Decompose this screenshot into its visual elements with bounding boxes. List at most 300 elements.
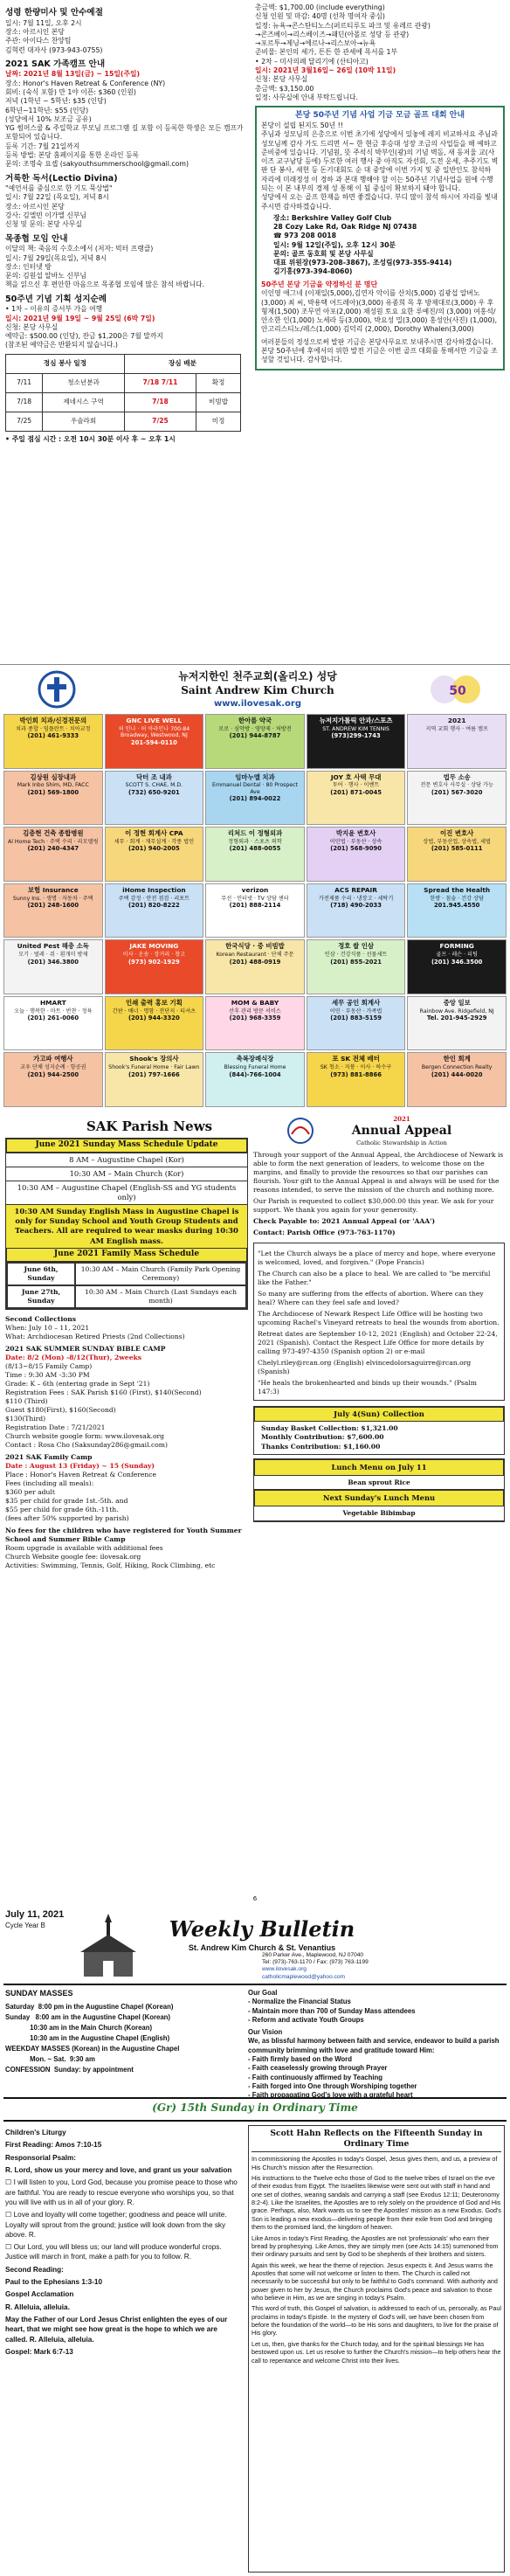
liturgy-line: Responsorial Psalm: [5,2153,76,2162]
sponsor-ad[interactable] [307,827,406,882]
golf-fundraiser-notice [255,106,505,370]
announcement-line: 책을 읽으신 후 편안한 마음으로 목종협 모임에 많은 참석 바랍니다. [5,280,205,289]
lunch-menu-box [253,1458,505,1523]
sponsor-ad[interactable] [307,771,406,826]
sponsor-ad[interactable] [3,939,103,994]
ad-title: 보험 Insurance [27,885,79,894]
ad-phone: (201) 488-0919 [229,958,281,966]
announcement-line: 예약금: $500.00 (인당), 잔금 $1,200은 7월 말까지 [5,332,163,341]
ad-phone: (201) 444-0020 [431,1070,483,1078]
ads-header-english: Saint Andrew Kim Church [181,683,334,696]
ads-header-url[interactable]: www.ilovesak.org [213,698,301,709]
sponsor-ad[interactable] [205,771,305,826]
ad-title: 임마누엘 치과 [235,772,275,781]
announcement-line: 주관: 아이다스 찬양팀 [5,37,72,45]
schedule-cell: 비빔밥 [196,392,241,412]
announcement-line: 회비: (숙식 포함) 만 1야 이픈: $360 (인원) [5,88,136,96]
ad-title: FORMING [439,942,474,951]
ad-phone: (201) 461-9333 [27,732,79,740]
ad-phone: (201) 944-3320 [128,1014,180,1022]
parish-website[interactable]: www.ilovesak.org [262,1966,307,1973]
goal-vision-block [248,1989,505,2100]
schedule-title: 정심 봉사 일정 [6,354,125,373]
ad-title: 2021 [447,717,466,724]
weekly-bulletin-header [0,1907,510,1982]
golf-notice-body [261,121,499,211]
ad-title: 인쇄 출력 홍보 기획 [125,998,183,1007]
liturgy-line: First Reading: Amos 7:10-15 [5,2141,102,2150]
ad-title: 이 정현 회계사 CPA [125,829,183,838]
mass-time-line: 10:30 am in the Augustine Chapel (English) [5,2034,170,2043]
schedule-cell: 우술라회 [43,412,125,431]
lunch-menu-title: Lunch Menu on July 11 [254,1459,504,1476]
parish-announcement-line: Grade: K – 6th (entering grade in Sept '21) [5,1379,150,1388]
appeal-title: Annual Appeal [351,1124,452,1139]
ads-header [0,667,510,712]
bulletin-title: Weekly Bulletin [169,1916,355,1942]
ad-description: 상법, 부동산업, 상속법, 세법 [423,839,491,846]
ad-title: 한아름 약국 [238,717,272,724]
parish-announcement-line: What: Archdiocesan Retired Priests (2nd Collections) [5,1332,185,1340]
ad-phone: (201) 940-2005 [128,845,180,853]
ad-description: 이민법 · 부동산 · 상속 [329,839,382,846]
liturgy-line: Paul to the Ephesians 1:3-10 [5,2278,103,2287]
ad-title: JOY 호 사택 무대 [330,772,382,781]
mass-schedule-box [5,1138,248,1310]
announcement-line: 장소: 인터넷 방 [5,262,52,271]
parish-announcement-line: Church website google form: www.ilovesak.org [5,1431,165,1440]
parish-announcement-line: Church Website google fee: ilovesak.org [5,1552,141,1561]
lunch-menu-today: Bean sprout Rice [254,1476,504,1491]
parish-news-section [0,1111,510,1903]
anniversary-logo-icon [423,668,493,710]
page-number: 6 [252,1894,258,1902]
ad-description: 치과 종합 · 임플란트 · 치아교정 [16,725,91,732]
parish-announcement-line: Activities: Swimming, Tennis, Golf, Hiking, Rock Climbing, etc [5,1561,216,1569]
ad-title: 축복장례식장 [236,1055,274,1063]
pilgrimage-line: 준비물: 본인의 세가, 튼튼 한 관세에 목서를 1부 [255,48,397,57]
announcement-line: 일시: 7월 11일, 오후 2시 [5,18,82,27]
liturgy-line: May the Father of our Lord Jesus Christ enlighten the eyes of our heart, that we might see how great is the hope to which we are called. R. Alleluia, alleluia. [5,2316,228,2344]
ad-phone: 201-594-0110 [130,738,177,746]
respect-life-box [253,1243,505,1401]
ad-title: 한인 회계 [443,1055,471,1063]
announcement-line: "예언서를 중심으로 한 기도 묵상법" [5,184,113,193]
parish-news-right [253,1115,505,1898]
parish-announcement-line: Date : August 13 (Friday) ~ 15 (Sunday) [5,1461,155,1470]
notice-paragraph: 본당이 설립 된지도 50년 !! [261,121,343,129]
mass-time-line: Saturday 8:00 pm in the Augustine Chapel (Korean) [5,2002,174,2011]
sponsor-ad[interactable] [105,771,204,826]
vision-line: - Faith firmly based on the Word [248,2054,352,2063]
reflection-paragraph: In commissioning the Apostles in today's Gospel, Jesus gives them, and us, a preview of His Church's mission after the Resurrection. [252,2155,498,2171]
ad-description: SCOTT S. CHAE, M.D. [125,782,183,789]
parish-announcement-line: Contact : Rosa Cho (Saksunday286@gmail.com) [5,1440,168,1449]
scott-hahn-reflection [248,2125,505,2573]
collection-box [253,1406,505,1454]
announcement-line: 일시: 7월 29일(목요일), 저녁 8시 [5,253,107,262]
ad-phone: 201.945.4550 [433,902,480,910]
ad-description: 이사 · 운송 · 장거리 · 창고 [122,952,186,959]
sponsor-ad[interactable] [105,883,204,938]
schedule-cell: 제네시스 구역 [43,392,125,412]
bulletin-date: July 11, 2021 [5,1909,65,1920]
ad-phone: (201) 968-3359 [229,1014,281,1022]
ad-phone: (201) 567-3020 [431,788,483,796]
bulletin-cycle: Cycle Year B [5,1921,45,1929]
lunch-menu-next: Vegetable Bibimbap [254,1506,504,1521]
parish-announcement-line: $130(Third) [5,1414,46,1423]
ad-description: Emmanuel Dental · 80 Prospect Ave [212,782,298,795]
liturgy-line: R. Lord, show us your mercy and love, and grant us your salvation [5,2165,232,2174]
collection-line: Monthly Contribution: $7,600.00 [261,1433,384,1442]
announcement-line: 등록 방법: 본당 홈페이지를 통한 온라인 등록 [5,150,140,159]
ad-description: 모기 · 벌레 · 쥐 · 흰개미 방제 [18,952,88,959]
mass-schedule-line: 10:30 AM – Augustine Chapel (English-SS and YG students only) [6,1181,247,1204]
sponsor-ad[interactable] [307,996,406,1051]
sponsor-ad[interactable] [105,827,204,882]
ad-description: 투어 · 행사 · 이벤트 [332,782,380,789]
ad-phone: (201) 488-0055 [229,845,281,853]
ad-phone: (201) 797-1666 [128,1070,180,1078]
ad-description: 교우 단체 성지순례 · 항공권 [20,1064,86,1071]
sponsor-ad[interactable] [205,1052,305,1107]
appeal-logo-icon [279,1115,321,1146]
pilgrimage-line: 신청 인원 및 마감: 40명 (선착 명여자 중심) [255,12,385,21]
ad-title: HMART [39,998,66,1007]
section-heading: 성령 한량미사 및 안수예절 [5,8,103,17]
golf-notice-title: 본당 50주년 기념 사업 기금 모금 골프 대회 안내 [294,111,465,121]
sponsor-ad[interactable] [407,939,507,994]
reflection-paragraph: His instructions to the Twelve echo those of God to the twelve tribes of Israel on the eve of their exodus from Egypt. The Israelites likewise were sent out with staff in hand and one set of clothes, wearing sandals and carrying a staff (see Exodus 12:11; Deuteronomy 8:2-4). Like the Israelites, the Apostles are to rely solely on the providence of God and His grace. Perhaps, also, Mark wants us to see the Apostles' mission as a new Exodus. God's Son is leading a new exodus—delivering people from their exile from God and bringing them to the promised land, the kingdom of heaven. [252,2174,501,2232]
ad-description: 이민 · 부동산 · 가족법 [329,1008,382,1014]
reflection-title: Scott Hahn Reflects on the Fifteenth Sunday in Ordinary Time [252,2129,501,2152]
donor-list-heading: 50주년 본당 기금을 약정하신 분 명단 [261,280,378,288]
sunday-title: (Gr) 15th Sunday in Ordinary Time [152,2102,358,2114]
family-mass-title: June 2021 Family Mass Schedule [6,1248,247,1262]
bulletin-contact [262,1952,507,1981]
announcement-line: 장소: 아르시인 본당 [5,202,65,211]
sponsor-ad[interactable] [105,714,204,769]
ad-title: 정호 쌀 인삼 [338,942,375,951]
ad-description: 전문 변호사 사무실 · 상담 가능 [420,782,493,789]
announcement-line: 신청: 본당 사무실 [5,322,59,331]
our-goal-heading: Our Goal [248,1989,278,1997]
ad-description: 인삼 · 건강식품 · 선물세트 [324,952,388,959]
pilgrimage-line: • 2차 – 미사의례 달리기에 (산티아고) [255,57,369,66]
ad-title: Shook's 장의사 [129,1055,179,1063]
sponsor-ad[interactable] [3,771,103,826]
pilgrimage-details [255,3,505,102]
sunday-masses-heading: SUNDAY MASSES [5,1989,73,1998]
ad-phone: (201) 855-2021 [330,958,382,966]
appeal-paragraph: Our Parish is requested to collect $30,000.00 this year. We ask for your support. We thank you again for your generosity. [253,1197,494,1215]
parish-announcement-line: $360 per adult [5,1487,55,1496]
liturgy-line: ☐ I will listen to you, Lord God, because you promise peace to those who are faithful. You are ready to rescue everyone who worships you, so that you will live with us in all of your glory. R. [5,2178,238,2206]
ad-phone: (201) 888-2114 [229,902,281,910]
ad-title: 박인희 치과/신경전문의 [19,717,87,724]
ad-description: 지역 교회 행사 · 여름 캠프 [425,725,488,732]
notice-detail-line: 장소: Berkshire Valley Golf Club [273,213,392,222]
ad-description: Shook's Funeral Home · Fair Lawn [108,1064,200,1071]
ad-title: MOM & BABY [231,998,279,1007]
parish-phone: Tel: (973)-763-1170 / Fax: (973) 763-1199 [262,1959,369,1966]
ad-description: Bergen Connection Realty [421,1064,493,1071]
sponsor-ad[interactable] [407,996,507,1051]
ad-description: 세무 · 회계 · 재무설계 · 각종 법인 [114,839,195,846]
pilgrimage-line: 일정: 뉴욕→콘스탄티노스(퍼르티루도 파크 및 유레르 관광) [255,21,431,30]
ad-description: Al Home Tech · 주택 수리 · 리모델링 [7,839,99,846]
vision-statement: We, as blissful harmony between faith and service, endeavor to build a parish community brimming with love and gratitude toward Him: [248,2037,500,2054]
ad-phone: (201) 894-0022 [229,795,281,803]
ad-phone: (201) 585-0111 [431,845,483,853]
appeal-text [253,1151,505,1237]
section-heading: 목종협 모임 안내 [5,233,68,244]
parish-announcement-line: Room upgrade is available with additional fees [5,1543,163,1552]
ad-title: 리처드 이 정형외과 [227,829,283,838]
mass-time-line: WEEKDAY MASSES (Korean) in the Augustine Chapel [5,2045,180,2053]
section-heading: 50주년 기념 기획 성지순례 [5,294,107,304]
sponsor-ad[interactable] [3,1052,103,1107]
liturgy-line: Gospel: Mark 6:7-13 [5,2347,73,2356]
respect-life-paragraph: Chelyl.riley@rcan.org (English) elvincedolorsaguirre@rcan.org (Spanish) [258,1359,472,1376]
vision-line: - Faith continuously affirmed by Teaching [248,2073,383,2081]
liturgy-block [5,2125,241,2573]
sponsor-ad[interactable] [407,883,507,938]
schedule-cell: 7/11 [6,373,43,392]
ad-title: 포 SK 전체 배터 [332,1055,380,1063]
schedule-cell: 7/18 [124,392,196,412]
ad-phone: (201) 871-0045 [330,788,382,796]
sponsor-ad[interactable] [407,827,507,882]
respect-life-paragraph: So many are suffering from the effects of abortion. Where can they heal? Where can they feel safe and loved? [258,1290,484,1307]
ad-title: ACS REPAIR [334,885,377,894]
pilgrimage-line: 신청: 본당 사무실 [255,75,308,84]
announcement-line: 강사: 김엘빈 이가엘 신부님 [5,211,86,220]
announcement-line: 저녁 (1학년 ~ 5학년: $35 (인당) [5,97,107,106]
goal-line: - Maintain more than 700 of Sunday Mass attendees [248,2006,416,2015]
section-heading: 거룩한 독서(Lectio Divina) [5,173,118,184]
schedule-cell: 7/18 [6,392,43,412]
ad-phone: Tel. 201-945-2929 [426,1014,487,1022]
sponsor-ad[interactable] [105,939,204,994]
collection-line: Sunday Basket Collection: $1,321.00 [261,1424,398,1433]
ad-description: 간판 · 배너 · 명함 · 전단지 · 티셔츠 [112,1008,196,1014]
announcement-line: 이달의 책: 죽음의 수호소에서 (저자: 빅터 프랭클) [5,245,154,253]
ad-phone: (973) 881-8866 [330,1070,382,1078]
sponsor-ad[interactable] [407,714,507,769]
sponsor-ad[interactable] [105,1052,204,1107]
notice-detail-line: 일시: 9월 12일(주일), 오후 12시 30분 [273,240,396,249]
ad-phone: (973) 902-1929 [128,958,180,966]
ad-description: 가전제품 수리 · 냉장고 · 세탁기 [318,895,394,902]
bulletin-subtitle: St. Andrew Kim Church & St. Venantius [188,1942,336,1952]
parish-announcement-line: (8/13~8/15 Family Camp) [5,1361,93,1370]
ad-phone: (201) 569-1800 [27,788,79,796]
announcement-line: 등록 기간: 7월 21일까지 [5,142,80,150]
parish-announcement-line: Second Collections [5,1314,77,1323]
respect-life-paragraph: Retreat dates are September 10-12, 2021 (English) and October 22-24, 2021 (Spanish). Contact the Respect Life Office for more details by calling 973-497-4350 (Spanish option 2) or e-mail [258,1330,498,1356]
schedule-note: • 주일 점심 시간 : 오전 10시 30분 이사 후 ~ 오후 1시 [5,434,176,443]
ad-title: 닥터 조 내과 [135,772,172,781]
ad-description: ST. ANDREW KIM TENNIS [322,725,389,732]
ads-grid [3,714,507,1107]
sponsor-ad[interactable] [205,996,305,1051]
parish-email[interactable]: catholicmaplewood@yahoo.com [262,1973,346,1980]
schedule-row [6,392,241,412]
ad-title: Spread the Health [424,885,491,894]
ad-description: Mark Inbo Shim, MD, FACC [17,782,89,789]
ad-title: iHome Inspection [122,885,186,894]
ad-description: 주택 감정 · 안전 점검 · 리포트 [118,895,190,902]
notice-detail-line: 28 Cozy Lake Rd, Oak Ridge NJ 07438 [273,223,417,232]
ad-phone: (201) 240-4347 [27,845,79,853]
ad-description: Sunny Ins. · 생명 · 자동차 · 주택 [12,895,93,902]
sponsor-ad[interactable] [3,714,103,769]
ad-phone: (732) 650-9201 [128,788,180,796]
sponsor-ad[interactable] [407,771,507,826]
ad-description: SK 청소 · 지붕 · 이사 · 하수구 [320,1064,392,1071]
sponsor-ad[interactable] [205,939,305,994]
ad-phone: (973)299-1743 [331,732,381,740]
korean-announcements [5,8,250,350]
sponsor-ad[interactable] [307,939,406,994]
ads-header-name: 뉴저지한인 천주교회(올리오) 성당 [178,670,337,682]
family-mass-detail: 10:30 AM – Main Church (Family Park Opening Ceremony) [75,1263,246,1285]
vision-line: - Faith propagating God's love with a grateful heart [248,2091,413,2100]
mass-schedule-line: 10:30 AM Sunday English Mass in Augustine Chapel is only for Sunday School and Youth Group Students and Teachers. All are required to wear masks during 10:30 AM English mass. [6,1204,247,1247]
schedule-cell: 청소년분과 [43,373,125,392]
ad-phone: (718) 490-2033 [330,902,382,910]
parish-announcement-line: When: July 10 – 11, 2021 [5,1323,90,1332]
reflection-paragraph: Let us, then, give thanks for the Church today, and for the spiritual blessings He has bestowed upon us. Let us resolve to further the Church's mission—to help others hear the call to repentance and welcome Christ into their lives. [252,2339,501,2365]
mass-time-line: Mon. ~ Sat. 9:30 am [5,2055,95,2064]
respect-life-paragraph: The Church can also be a place to heal. We are called to "be merciful like the Father." [258,1270,491,1287]
reflection-paragraph: Again this week, we hear the theme of rejection. Jesus expects it. And Jesus warns the Apostles that some will not welcome or listen to them. The Church is called not necessarily to be successful but only to be faithful to God's command. With authority and power given to her by Jesus, the Church proclaims God's peace and salvation to those who believe in Him, as we are singing in today's Psalm. [252,2261,498,2302]
weekly-bulletin-body [0,1984,510,2574]
appeal-paragraph: Contact: Parish Office (973-763-1170) [253,1229,396,1237]
mass-schedule-line: 10:30 AM – Main Church (Kor) [6,1167,247,1181]
sponsor-ad[interactable] [307,1052,406,1107]
liturgy-line: ☐ Our Lord, you will bless us; our land will produce wonderful crops. Justice will march in front, make a path for you to follow. R. [5,2243,222,2261]
ad-description: 한방 · 침술 · 건강 상담 [430,895,484,902]
ad-description: 정형외과 · 스포츠 의학 [228,839,282,846]
reflection-paragraph: This word of truth, this Gospel of salvation, is addressed to each of us, personally, as Paul proclaims in today's Epistle. In the mystery of God's will, we have been chosen from before the foundation of the world—to be His sons and daughters, to live for the praise of His glory. [252,2304,501,2337]
appeal-paragraph: Check Payable to: 2021 Annual Appeal (or 'AAA') [253,1217,436,1226]
schedule-cell: 확정 [196,373,241,392]
sponsor-ad[interactable] [3,883,103,938]
liturgy-line: Second Reading: [5,2265,64,2274]
sponsor-ad[interactable] [105,996,204,1051]
ad-phone: (201) 944-2500 [27,1070,79,1078]
ad-description: Korean Restaurant · 단체 주문 [216,952,294,959]
pilgrimage-line: →포르투→제닝→에르나→리스보아→뉴욕 [255,39,376,48]
ad-description: Rainbow Ave. Ridgefield, NJ [419,1008,494,1014]
our-vision-heading: Our Vision [248,2028,283,2037]
mass-time-line: Sunday 8:00 am in the Augustine Chapel (Korean) [5,2012,171,2021]
announcement-line: 문의: 조명숙 요셉 (sakyouthsummerschool@gmail.com) [5,160,190,169]
schedule-cell: 7/25 [6,412,43,431]
notice-paragraph: 성당에서 오는 골프 한재을 하면 좋겠습니다. 부디 많이 참석 하시어 자리를 빛내 주시면 감사하겠습니다. [261,193,498,211]
ad-title: United Pest 해충 소독 [17,942,89,951]
church-building-icon [73,1910,143,1980]
mass-times-block [5,1989,241,2075]
schedule-menu-title: 장심 배분 [124,354,240,373]
ad-description: 로로 · 심약방 · 영양제 · 처방전 [218,725,292,732]
sponsor-ad[interactable] [307,714,406,769]
parish-announcement-line: 2021 SAK Family Camp [5,1452,93,1461]
annual-appeal-header [253,1115,505,1148]
sponsor-ad[interactable] [407,1052,507,1107]
ad-phone: (201) 346.3800 [27,958,79,966]
schedule-row [6,373,241,392]
notice-detail-line: 김기홍(973-394-8060) [273,267,353,276]
announcement-line: • 1차 – 이유의 증서부 가을 여행 [5,305,103,314]
sponsor-ads-section [0,664,510,1110]
ad-phone: (201) 261-0060 [27,1014,79,1022]
notice-detail-line: ☎ 973 208 0018 [273,232,337,240]
respect-life-paragraph: "He heals the brokenhearted and binds up their wounds." (Psalm 147:3) [258,1379,477,1396]
collection-title: July 4(Sun) Collection [254,1407,504,1422]
ad-phone: (201) 883-5159 [330,1014,382,1022]
ad-description: Blessing Funeral Home [224,1064,286,1071]
schedule-cell: 미정 [196,412,241,431]
parish-address: 260 Parker Ave., Maplewood, NJ 07040 [262,1952,364,1958]
pilgrimage-line: 총금액: $3,150.00 [255,84,314,93]
family-mass-date: June 27th, Sunday [7,1285,75,1308]
section-heading: 2021 SAK 가족캠프 안내 [5,59,106,69]
ad-title: 김상원 심장내과 [30,772,77,781]
ad-title: JAKE MOVING [129,942,179,951]
sponsor-ad[interactable] [3,827,103,882]
ad-title: 한국식당 · 중 비빔밥 [225,942,285,951]
parish-announcement-line: Guest $180(First), $160(Second) [5,1405,116,1414]
svg-text:50: 50 [449,684,466,698]
appeal-year: 2021 [393,1115,410,1123]
family-mass-table [6,1262,247,1309]
parish-announcement-line: Date: 8/2 (Mon) -8/12(Thur), 2weeks [5,1353,142,1361]
ad-title: verizon [241,885,269,894]
liturgy-line: Children's Liturgy [5,2129,66,2136]
ad-title: GNC LIVE WELL [126,717,183,724]
ad-phone: (201) 944-8787 [229,732,281,740]
appeal-subtitle: Catholic Stewardship in Action [356,1139,447,1146]
collection-line: Thanks Contribution: $1,160.00 [261,1442,381,1451]
korean-bulletin-section [0,0,510,664]
lunch-schedule-table [5,354,241,432]
parish-announcement-line: (fees after 50% supported by parish) [5,1513,129,1522]
weekly-bulletin-section [0,1907,510,2576]
ad-phone: (201) 346.3500 [431,958,483,966]
mass-schedule-title: June 2021 Sunday Mass Schedule Update [6,1139,247,1153]
mass-time-line: 10:30 am in the Main Church (Korean) [5,2024,153,2032]
sponsor-ad[interactable] [3,996,103,1051]
announcement-line: 신청 및 문의: 본당 사무실 [5,220,82,229]
mass-schedule-line: 8 AM – Augustine Chapel (Kor) [6,1153,247,1167]
ad-title: 뉴저지가톨릭 안과/스포츠 [319,717,393,724]
family-mass-date: June 6th, Sunday [7,1263,75,1285]
golf-notice-details [261,214,499,277]
announcement-line: 문의: 김원섭 알바노 신부님 [5,272,86,280]
pilgrimage-line: →콘즈베이→리스베이즈→패딘(아폴로 성당 등 관광) [255,30,410,38]
ad-description: 산후 관리 방문 서비스 [229,1008,281,1014]
sponsor-ad[interactable] [205,827,305,882]
sponsor-ad[interactable] [307,883,406,938]
sponsor-ad[interactable] [205,714,305,769]
sponsor-ad[interactable] [205,883,305,938]
family-mass-detail: 10:30 AM – Main Church (Last Sundays each month) [75,1285,246,1308]
ad-title: 이진 변호사 [440,829,474,838]
